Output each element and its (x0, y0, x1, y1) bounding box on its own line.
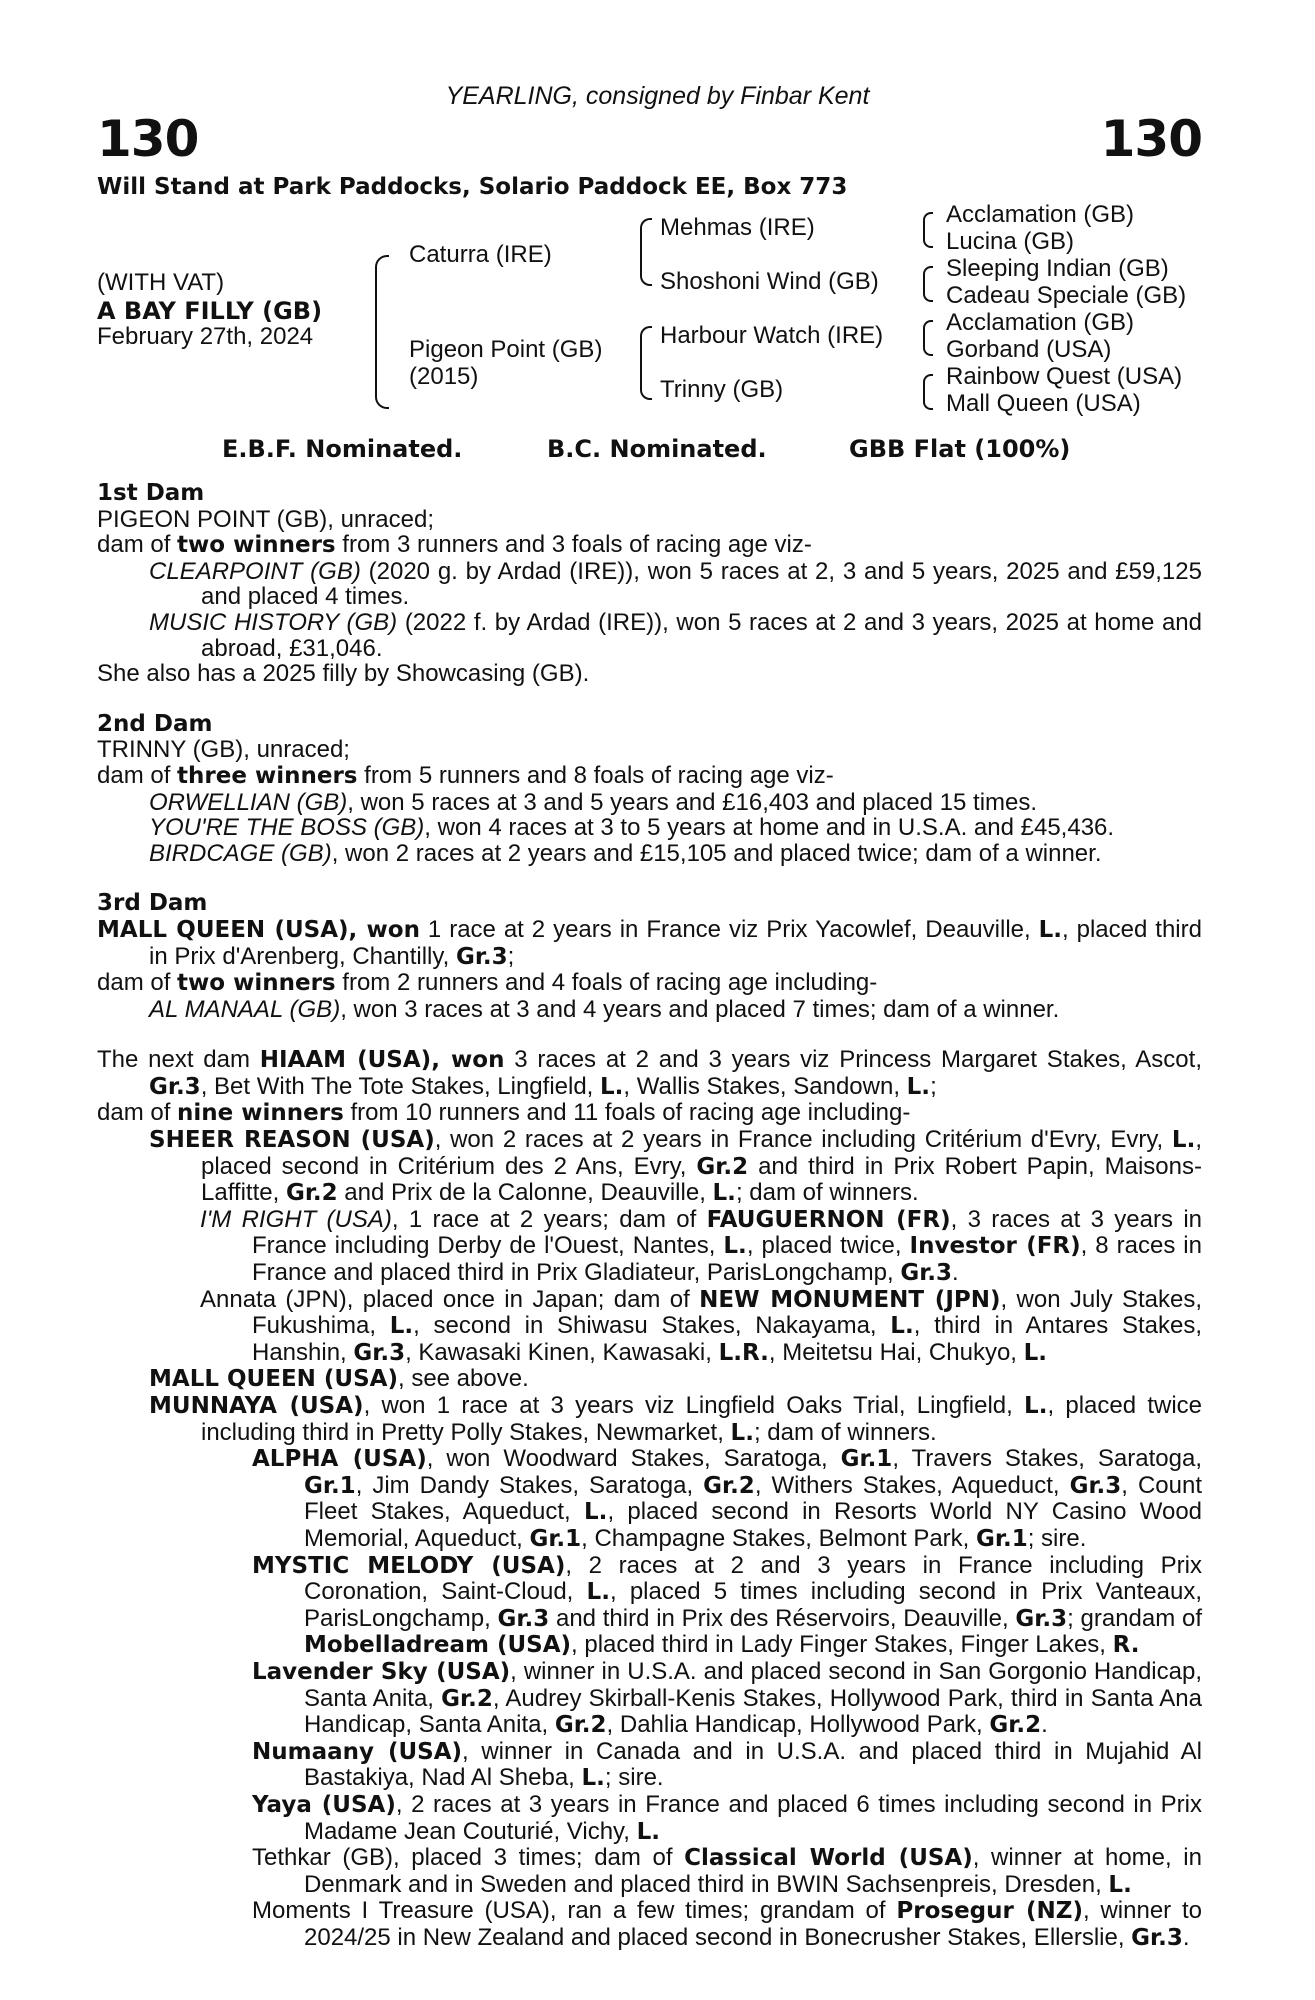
produce-tethkar: Tethkar (GB), placed 3 times; dam of Classical World (USA), winner at home, in Denmark and in Sweden and placed third in BWIN Sachsenpreis, Dresden, L. (252, 1844, 1202, 1898)
produce-munnaya: MUNNAYA (USA), won 1 race at 3 years viz Lingfield Oaks Trial, Lingfield, L., placed twice including third in Pretty Polly Stakes, Newmarket, L.; dam of winners. (149, 1392, 1203, 1446)
pedigree-brace-gen1 (375, 255, 389, 409)
produce-mall-queen: MALL QUEEN (USA), see above. (149, 1365, 529, 1393)
fourth-dam-line: The next dam HIAAM (USA), won 3 races at 2 and 3 years viz Princess Margaret Stakes, Ascot, Gr.3, Bet With The Tote Stakes, Lingfield, L., Wallis Stakes, Sandown, L.; (97, 1046, 1202, 1100)
lot-name: A BAY FILLY (GB) (97, 297, 323, 325)
produce-yaya: Yaya (USA), 2 races at 3 years in France and placed 6 times including second in Prix Madame Jean Couturié, Vichy, L. (252, 1790, 1202, 1845)
second-dam-produce-2: YOU'RE THE BOSS (GB), won 4 races at 3 to 5 years at home and in U.S.A. and £45,436. (149, 814, 1115, 842)
pedigree-brace-g3-4 (923, 374, 933, 410)
second-dam-produce-3: BIRDCAGE (GB), won 2 races at 2 years and £15,105 and placed twice; dam of a winner. (149, 839, 1102, 867)
pedigree-dam-year: (2015) (409, 363, 479, 390)
vat-note: (WITH VAT) (97, 269, 225, 296)
first-dam-produce-1: CLEARPOINT (GB) (2020 g. by Ardad (IRE)), won 5 races at 2, 3 and 5 years, 2025 and £59,125 and placed 4 times. (149, 557, 1202, 611)
lot-number-left: 130 (97, 110, 199, 168)
pedigree-brace-sire (640, 218, 652, 286)
second-dam-summary: dam of three winners from 5 runners and 8 foals of racing age viz- (97, 761, 834, 789)
produce-im-right: I'M RIGHT (USA), 1 race at 2 years; dam of FAUGUERNON (FR), 3 races at 3 years in France including Derby de l'Ouest, Nantes, L., placed twice, Investor (FR), 8 races in France and placed third in Prix Gladiateur, ParisLongchamp, Gr.3. (200, 1205, 1202, 1287)
pedigree-g3-5: Acclamation (GB) (946, 309, 1135, 336)
pedigree-brace-g3-1 (923, 212, 933, 248)
bc-nomination: B.C. Nominated. (547, 435, 767, 463)
third-dam-produce-1: AL MANAAL (GB), won 3 races at 3 and 4 years and placed 7 times; dam of a winner. (149, 995, 1060, 1023)
fourth-dam-summary: dam of nine winners from 10 runners and 11 foals of racing age including- (97, 1099, 911, 1127)
third-dam-line: MALL QUEEN (USA), won 1 race at 2 years in France viz Prix Yacowlef, Deauville, L., placed third in Prix d'Arenberg, Chantilly, Gr.3; (97, 915, 1202, 970)
first-dam-heading: 1st Dam (97, 480, 205, 506)
produce-sheer-reason: SHEER REASON (USA), won 2 races at 2 years in France including Critérium d'Evry, Evry, L., placed second in Critérium des 2 Ans, Evry, Gr.2 and third in Prix Robert Papin, Maisons-Laffitte, Gr.2 and Prix de la Calonne, Deauville, L.; dam of winners. (149, 1126, 1202, 1207)
pedigree-dam: Pigeon Point (GB) (409, 336, 603, 363)
first-dam-also: She also has a 2025 filly by Showcasing (GB). (97, 660, 590, 688)
pedigree-sire: Caturra (IRE) (409, 241, 552, 268)
second-dam-heading: 2nd Dam (97, 710, 213, 737)
stand-location: Will Stand at Park Paddocks, Solario Paddock EE, Box 773 (97, 174, 848, 200)
pedigree-sire-sire: Mehmas (IRE) (660, 214, 815, 241)
pedigree-brace-g3-2 (923, 266, 933, 302)
first-dam-line: PIGEON POINT (GB), unraced; (97, 505, 434, 533)
second-dam-line: TRINNY (GB), unraced; (97, 736, 350, 764)
third-dam-heading: 3rd Dam (97, 890, 208, 917)
pedigree-g3-2: Lucina (GB) (946, 228, 1075, 255)
pedigree-dam-sire: Harbour Watch (IRE) (660, 322, 884, 349)
produce-record (97, 481, 1202, 1951)
pedigree-brace-dam (640, 326, 652, 400)
pedigree-g3-3: Sleeping Indian (GB) (946, 255, 1169, 282)
lot-subtitle: YEARLING, consigned by Finbar Kent (445, 82, 870, 110)
pedigree-sire-dam: Shoshoni Wind (GB) (660, 268, 879, 295)
produce-lavender-sky: Lavender Sky (USA), winner in U.S.A. and placed second in San Gorgonio Handicap, Santa Anita, Gr.2, Audrey Skirball-Kenis Stakes, Hollywood Park, third in Santa Ana Handicap, Santa Anita, Gr.2, Dahlia Handicap, Hollywood Park, Gr.2. (252, 1657, 1203, 1739)
pedigree-g3-1: Acclamation (GB) (946, 201, 1135, 228)
third-dam-summary: dam of two winners from 2 runners and 4 foals of racing age including- (97, 969, 878, 997)
lot-number-right: 130 (1100, 110, 1202, 168)
produce-moments-i-treasure: Moments I Treasure (USA), ran a few times; grandam of Prosegur (NZ), winner to 2024/25 in New Zealand and placed second in Bonecrusher Stakes, Ellerslie, Gr.3. (252, 1897, 1202, 1951)
second-dam-produce-1: ORWELLIAN (GB), won 5 races at 3 and 5 years and £16,403 and placed 15 times. (149, 788, 1038, 816)
gbb-flat: GBB Flat (100%) (849, 435, 1071, 463)
pedigree-g3-7: Rainbow Quest (USA) (946, 363, 1183, 390)
ebf-nomination: E.B.F. Nominated. (222, 435, 463, 463)
produce-annata: Annata (JPN), placed once in Japan; dam of NEW MONUMENT (JPN), won July Stakes, Fukushima, L., second in Shiwasu Stakes, Nakayama, L., third in Antares Stakes, Hanshin, Gr.3, Kawasaki Kinen, Kawasaki, L.R., Meitetsu Hai, Chukyo, L. (200, 1285, 1203, 1366)
produce-alpha: ALPHA (USA), won Woodward Stakes, Saratoga, Gr.1, Travers Stakes, Saratoga, Gr.1, Jim Dandy Stakes, Saratoga, Gr.2, Withers Stakes, Aqueduct, Gr.3, Count Fleet Stakes, Aqueduct, L., placed second in Resorts World NY Casino Wood Memorial, Aqueduct, Gr.1, Champagne Stakes, Belmont Park, Gr.1; sire. (252, 1445, 1203, 1552)
first-dam-summary: dam of two winners from 3 runners and 3 foals of racing age viz- (97, 531, 812, 559)
pedigree-brace-g3-3 (923, 320, 933, 356)
produce-mystic-melody: MYSTIC MELODY (USA), 2 races at 2 and 3 years in France including Prix Coronation, Saint-Cloud, L., placed 5 times including second in Prix Vanteaux, ParisLongchamp, Gr.3 and third in Prix des Réservoirs, Deauville, Gr.3; grandam of Mobelladream (USA), placed third in Lady Finger Stakes, Finger Lakes, R. (252, 1551, 1203, 1659)
pedigree-g3-4: Cadeau Speciale (GB) (946, 282, 1187, 309)
first-dam-produce-2: MUSIC HISTORY (GB) (2022 f. by Ardad (IRE)), won 5 races at 2 and 3 years, 2025 at home and abroad, £31,046. (149, 608, 1203, 662)
pedigree-dam-dam: Trinny (GB) (660, 376, 784, 403)
foaling-date: February 27th, 2024 (97, 323, 314, 350)
pedigree-g3-8: Mall Queen (USA) (946, 390, 1141, 417)
pedigree-g3-6: Gorband (USA) (946, 336, 1112, 363)
produce-numaany: Numaany (USA), winner in Canada and in U.S.A. and placed third in Mujahid Al Bastakiya, Nad Al Sheba, L.; sire. (252, 1737, 1203, 1792)
